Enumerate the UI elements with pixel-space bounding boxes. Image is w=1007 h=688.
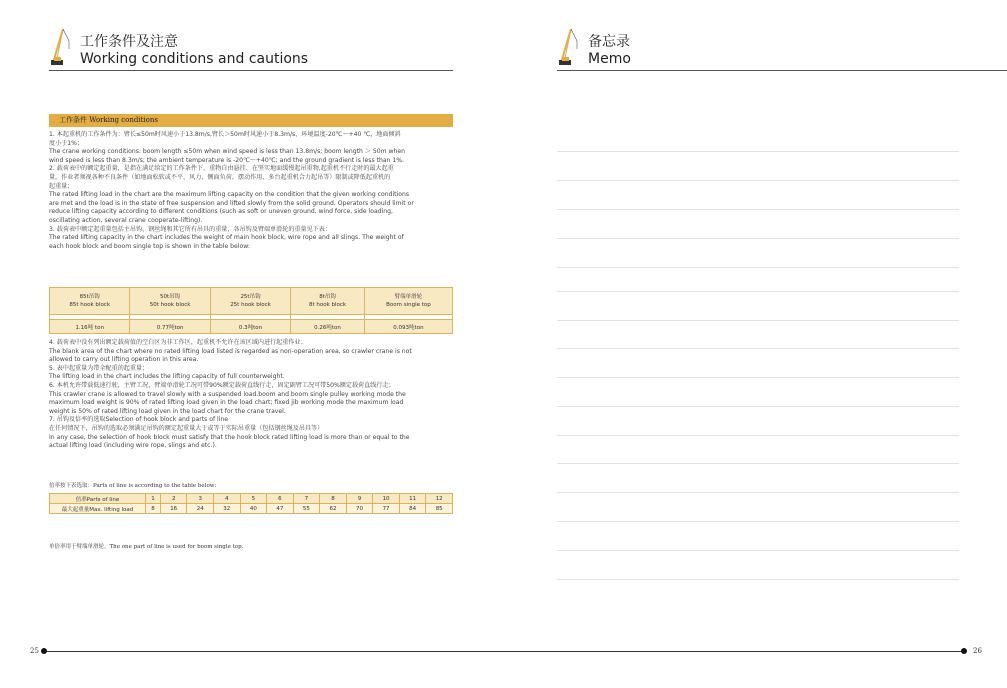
hook-header-cell: 25t吊钩 25t hook block — [210, 288, 290, 315]
hook-header-cell: 8t吊钩 8t hook block — [291, 288, 365, 315]
hook-weight-cell: 0.77吨ton — [130, 320, 210, 334]
max-load-value-cell: 85 — [426, 504, 453, 514]
max-load-value-cell: 32 — [214, 504, 241, 514]
section-header-bar — [49, 114, 453, 127]
memo-line — [557, 238, 959, 239]
right-title-en: Memo — [588, 51, 631, 67]
memo-line — [557, 267, 959, 268]
hook-weight-cell: 0.093吨ton — [364, 320, 452, 334]
left-title-en: Working conditions and cautions — [80, 51, 309, 67]
page-number-left: 25 — [30, 647, 39, 655]
max-load-value-cell: 62 — [320, 504, 347, 514]
parts-value-cell: 6 — [267, 494, 294, 504]
right-title-cn: 备忘录 — [588, 34, 630, 50]
text-line: The lifting load in the chart includes the lifting capacity of full counterweight. — [49, 373, 285, 381]
memo-line — [557, 435, 959, 436]
parts-value-cell: 4 — [214, 494, 241, 504]
hook-weight-cell: 0.26吨ton — [291, 320, 365, 334]
text-line: The rated lifting capacity in the chart includes the weight of main hook block, wire rope and all slings. The weight of — [49, 234, 404, 242]
text-line: The crane working conditions: boom length ≤50m when wind speed is less than 13.8m/s; boom length ＞ 50m when — [49, 148, 405, 156]
memo-line — [557, 550, 959, 551]
text-line: This crawler crane is allowed to travel slowly with a suspended load.boom and boom single pulley working mode the — [49, 390, 406, 398]
max-load-value-cell: 47 — [267, 504, 294, 514]
memo-line — [557, 377, 959, 378]
text-line: reduce lifting capacity according to different conditions (such as soft or uneven ground, wind force, side loading, — [49, 208, 393, 216]
parts-value-cell: 3 — [187, 494, 214, 504]
text-line: wind speed is less than 8.3m/s; the ambient temperature is -20℃～+40℃; and the ground gradient is less than 1%. — [49, 156, 404, 164]
parts-value-cell: 2 — [160, 494, 187, 504]
hook-weight-cell: 1.16吨 ton — [50, 320, 130, 334]
text-line: 5. 表中起重量为带全配重的起重量； — [49, 364, 149, 372]
text-line: 6. 本机允许带载低速行驶，主臂工况、臂端单滑轮工况可带90%额定载荷直线行走，固定副臂工况可带50%额定载荷直线行走； — [49, 381, 395, 389]
right-header-rule — [557, 70, 1007, 71]
max-load-value-cell: 84 — [399, 504, 426, 514]
parts-value-cell: 9 — [346, 494, 373, 504]
memo-line — [557, 209, 959, 210]
memo-line — [557, 348, 959, 349]
text-line: 在任何情况下，吊钩的选取必须满足吊钩的额定起重量大于或等于实际吊重量（包括钢丝绳及吊具等） — [49, 424, 324, 432]
crane-logo-icon — [49, 27, 71, 67]
text-line: weight is 50% of rated lifting load given in the load chart for the crane travel. — [49, 407, 286, 415]
memo-line — [557, 579, 959, 580]
parts-value-cell: 7 — [293, 494, 320, 504]
memo-line — [557, 291, 959, 292]
parts-value-cell: 10 — [373, 494, 400, 504]
section-header-text: 工作条件 Working conditions — [59, 116, 158, 124]
text-line: 4. 载荷表中没有列出额定载荷值的空白区为非工作区，起重机不允许在该区域内进行起重作业； — [49, 339, 307, 346]
page-number-right: 26 — [973, 647, 982, 655]
left-header-rule — [49, 70, 453, 71]
footer-dot-left — [41, 648, 47, 654]
max-load-value-cell: 77 — [373, 504, 400, 514]
text-line: 起重量； — [49, 182, 74, 190]
hook-header-cell: 85t吊钩 85t hook block — [50, 288, 130, 315]
max-load-value-cell: 24 — [187, 504, 214, 514]
footer-dot-right — [961, 648, 967, 654]
parts-value-cell: 12 — [426, 494, 453, 504]
parts-row-label: 倍率Parts of line — [50, 494, 146, 504]
parts-value-cell: 8 — [320, 494, 347, 504]
text-line: 1. 本起重机的工作条件为：臂长≤50m时风速小于13.8m/s,臂长＞50m时风速小于8.3m/s，环境温度-20℃～+40 ℃，地面倾斜 — [49, 131, 401, 138]
max-load-value-cell: 8 — [146, 504, 161, 514]
parts-value-cell: 1 — [146, 494, 161, 504]
text-line: are met and the load is in the state of free suspension and lifted slowly from the solid ground. Operators should limit or — [49, 199, 414, 207]
memo-line — [557, 151, 959, 152]
text-line: each hook block and boom single top is shown in the table below: — [49, 242, 250, 250]
hook-header-cell: 50t吊钩 50t hook block — [130, 288, 210, 315]
text-line: maximum load weight is 90% of rated lifting load given in the load chart; fixed jib working mode the maximum load — [49, 399, 404, 407]
hook-block-table — [49, 287, 453, 334]
text-line: 量。作业者须视各种不良条件（如地面松软或不平、风力、侧面负荷、摆动作用、多台起重机合力起吊等）限制或降低起重机的 — [49, 173, 391, 181]
text-line: actual lifting load (including wire rope, slings and etc.). — [49, 442, 217, 450]
footer-rule — [44, 651, 966, 652]
parts-of-line-table — [49, 493, 453, 514]
text-line: 度小于1%； — [49, 139, 84, 147]
left-title-cn: 工作条件及注意 — [80, 34, 178, 50]
text-line: The rated lifting load in the chart are the maximum lifting capacity on the condition that the given working conditions — [49, 191, 410, 199]
memo-line — [557, 320, 959, 321]
text-line: 7. 吊钩及倍率的选取Selection of hook block and parts of line — [49, 416, 229, 424]
max-load-value-cell: 40 — [240, 504, 267, 514]
max-load-value-cell: 16 — [160, 504, 187, 514]
hook-weight-cell: 0.3吨ton — [210, 320, 290, 334]
memo-line — [557, 521, 959, 522]
body-text-block-2 — [49, 339, 454, 451]
text-line: The blank area of the chart where no rated lifting load listed is regarded as non-operation area, so crawler crane is not — [49, 347, 412, 355]
single-top-note: 单倍率用于臂端单滑轮。The one part of line is used for boom single top. — [49, 544, 244, 550]
crane-logo-icon — [557, 27, 579, 67]
text-line: oscillating action, several crane cooperate-lifting). — [49, 216, 203, 224]
text-line: allowed to carry out lifting operation in this area. — [49, 356, 199, 364]
parts-caption: 倍率按下表选取：Parts of line is according to the table below: — [49, 483, 217, 489]
text-line: In any case, the selection of hook block must satisfy that the hook block rated lifting load is more than or equal to the — [49, 433, 410, 441]
body-text-block-1 — [49, 131, 454, 251]
parts-value-cell: 5 — [240, 494, 267, 504]
memo-line — [557, 492, 959, 493]
memo-line — [557, 180, 959, 181]
memo-line — [557, 406, 959, 407]
max-load-value-cell: 55 — [293, 504, 320, 514]
memo-line — [557, 463, 959, 464]
max-load-value-cell: 70 — [346, 504, 373, 514]
text-line: 3. 载荷表中额定起重量包括主吊钩、钢丝绳和其它所有吊具的重量，各吊钩及臂端单滑轮的重量见下表： — [49, 225, 331, 233]
hook-header-cell: 臂端单滑轮 Boom single top — [364, 288, 452, 315]
parts-value-cell: 11 — [399, 494, 426, 504]
text-line: 2. 载荷表中的额定起重量，是指在满足给定的工作条件下，重物自由悬挂、在坚实地面缓慢起吊重物,起重机不行走时的最大起重 — [49, 165, 394, 173]
max-load-row-label: 最大起重量Max. lifting load — [50, 504, 146, 514]
